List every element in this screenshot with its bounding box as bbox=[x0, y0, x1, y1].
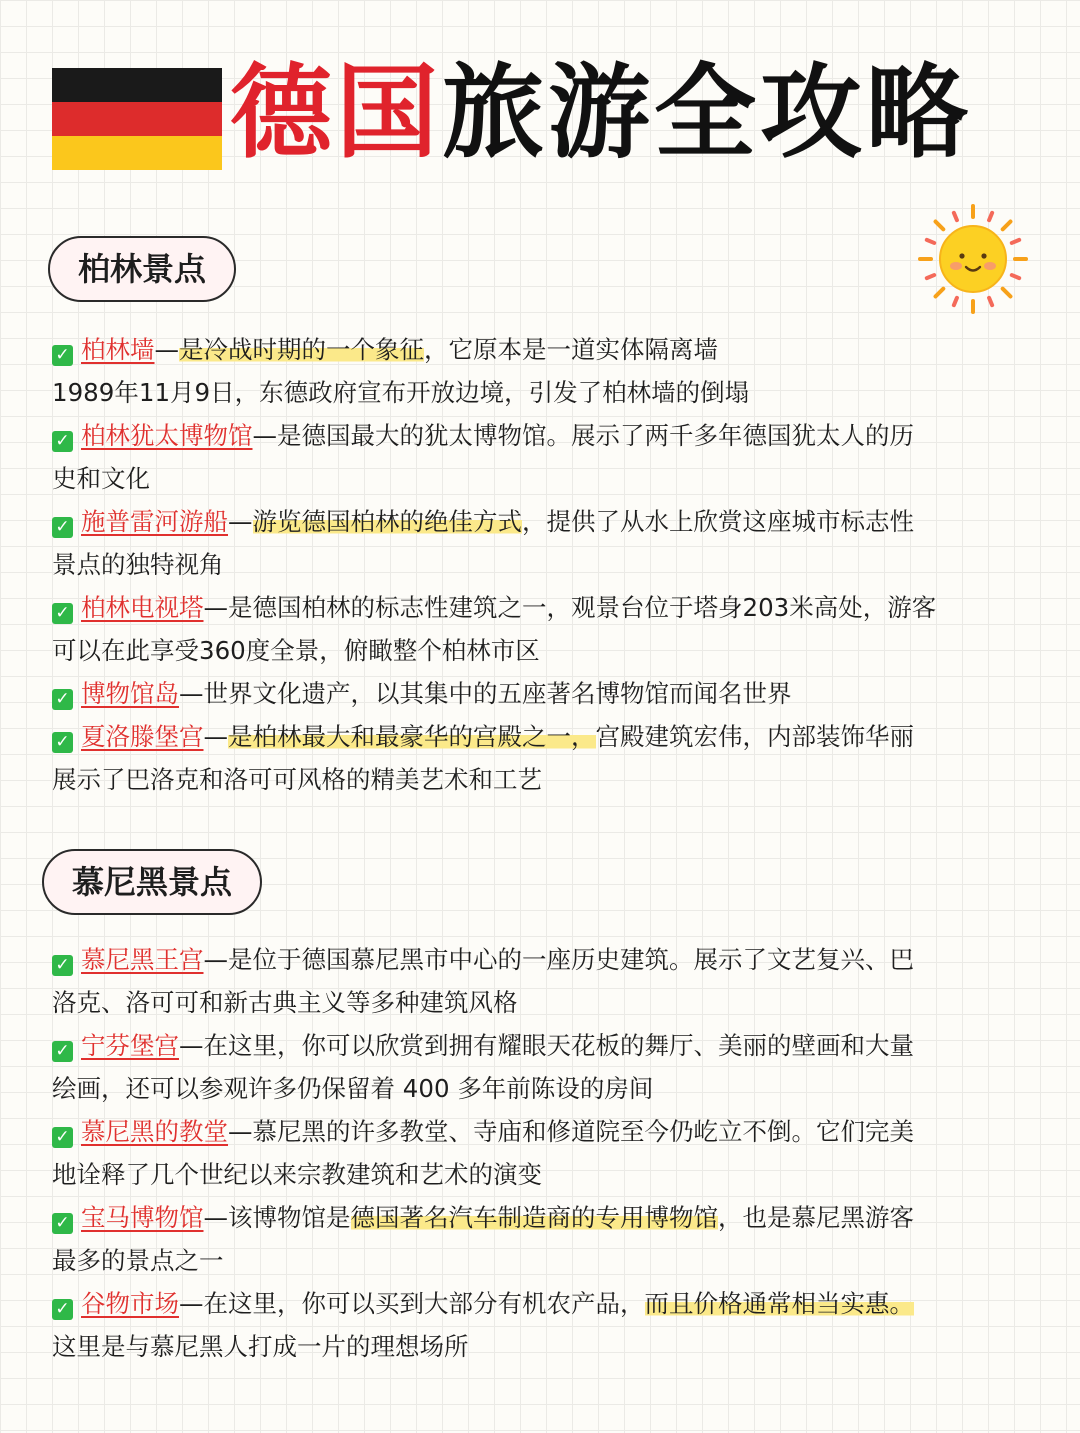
description-text: 洛克、洛可可和新古典主义等多种建筑风格 bbox=[52, 988, 518, 1017]
list-item-line bbox=[52, 758, 1042, 801]
list-item-line bbox=[52, 1196, 1042, 1239]
description-text: 慕尼黑的许多教堂、寺庙和修道院至今仍屹立不倒。它们完美 bbox=[252, 1117, 914, 1146]
list-item-line bbox=[52, 371, 1042, 414]
description-text: 史和文化 bbox=[52, 464, 150, 493]
check-icon: ✓ bbox=[52, 603, 73, 624]
section-title-munich: 慕尼黑景点 bbox=[42, 849, 262, 915]
list-item-line bbox=[52, 1067, 1042, 1110]
check-icon: ✓ bbox=[52, 517, 73, 538]
description-text: 在这里，你可以欣赏到拥有耀眼天花板的舞厅、美丽的壁画和大量 bbox=[203, 1031, 914, 1060]
list-item-line bbox=[52, 543, 1042, 586]
attraction-name: 夏洛滕堡宫 bbox=[81, 722, 204, 751]
separator: — bbox=[228, 1117, 253, 1146]
german-flag-icon bbox=[52, 68, 222, 170]
list-item-line bbox=[52, 715, 1042, 758]
list-item-line bbox=[52, 586, 1042, 629]
attraction-name: 宁芬堡宫 bbox=[81, 1031, 179, 1060]
description-text: 这里是与慕尼黑人打成一片的理想场所 bbox=[52, 1332, 469, 1361]
separator: — bbox=[179, 1031, 204, 1060]
highlighted-text: 是柏林最大和最豪华的宫殿之一， bbox=[228, 722, 596, 751]
separator: — bbox=[179, 679, 204, 708]
list-item-line bbox=[52, 672, 1042, 715]
check-icon: ✓ bbox=[52, 345, 73, 366]
section-munich bbox=[52, 938, 1042, 1368]
page-title bbox=[230, 54, 972, 174]
check-icon: ✓ bbox=[52, 1041, 73, 1062]
separator: — bbox=[228, 507, 253, 536]
check-icon: ✓ bbox=[52, 689, 73, 710]
separator: — bbox=[203, 722, 228, 751]
description-text: 1989年11月9日，东德政府宣布开放边境，引发了柏林墙的倒塌 bbox=[52, 378, 750, 407]
section-berlin bbox=[52, 328, 1042, 801]
list-item-line bbox=[52, 1325, 1042, 1368]
highlighted-text: 而且价格通常相当实惠。 bbox=[644, 1289, 914, 1318]
description-text: 绘画，还可以参观许多仍保留着 400 多年前陈设的房间 bbox=[52, 1074, 654, 1103]
attraction-name: 柏林墙 bbox=[81, 335, 155, 364]
attraction-name: 柏林电视塔 bbox=[81, 593, 204, 622]
highlighted-text: 是冷战时期的一个象征 bbox=[179, 335, 424, 364]
description-text: 是位于德国慕尼黑市中心的一座历史建筑。展示了文艺复兴、巴 bbox=[228, 945, 914, 974]
section-title-berlin: 柏林景点 bbox=[48, 236, 236, 302]
list-item-line bbox=[52, 629, 1042, 672]
list-item-line bbox=[52, 981, 1042, 1024]
highlighted-text: 游览德国柏林的绝佳方式 bbox=[252, 507, 522, 536]
list-item-line bbox=[52, 1153, 1042, 1196]
check-icon: ✓ bbox=[52, 1213, 73, 1234]
list-item-line bbox=[52, 1282, 1042, 1325]
description-text: 宫殿建筑宏伟，内部装饰华丽 bbox=[595, 722, 914, 751]
separator: — bbox=[203, 1203, 228, 1232]
description-text: 世界文化遗产，以其集中的五座著名博物馆而闻名世界 bbox=[203, 679, 792, 708]
attraction-name: 柏林犹太博物馆 bbox=[81, 421, 253, 450]
check-icon: ✓ bbox=[52, 1299, 73, 1320]
list-item-line bbox=[52, 457, 1042, 500]
sun-icon bbox=[918, 204, 1028, 314]
highlighted-text: 德国著名汽车制造商的专用博物馆 bbox=[350, 1203, 718, 1232]
list-item-line bbox=[52, 328, 1042, 371]
separator: — bbox=[154, 335, 179, 364]
attraction-name: 谷物市场 bbox=[81, 1289, 179, 1318]
separator: — bbox=[203, 945, 228, 974]
description-text: 是德国柏林的标志性建筑之一，观景台位于塔身203米高处，游客 bbox=[228, 593, 937, 622]
description-text: 地诠释了几个世纪以来宗教建筑和艺术的演变 bbox=[52, 1160, 542, 1189]
description-text: 可以在此享受360度全景，俯瞰整个柏林市区 bbox=[52, 636, 540, 665]
list-item-line bbox=[52, 414, 1042, 457]
attraction-name: 宝马博物馆 bbox=[81, 1203, 204, 1232]
description-text: 在这里，你可以买到大部分有机农产品， bbox=[203, 1289, 645, 1318]
list-item-line bbox=[52, 938, 1042, 981]
description-text: 最多的景点之一 bbox=[52, 1246, 224, 1275]
list-item-line bbox=[52, 1024, 1042, 1067]
check-icon: ✓ bbox=[52, 955, 73, 976]
check-icon: ✓ bbox=[52, 1127, 73, 1148]
attraction-name: 施普雷河游船 bbox=[81, 507, 228, 536]
list-item-line bbox=[52, 500, 1042, 543]
list-item-line bbox=[52, 1110, 1042, 1153]
description-text: 展示了巴洛克和洛可可风格的精美艺术和工艺 bbox=[52, 765, 542, 794]
check-icon: ✓ bbox=[52, 732, 73, 753]
attraction-name: 博物馆岛 bbox=[81, 679, 179, 708]
title-black: 旅游全攻略 bbox=[442, 54, 972, 173]
description-text: ，它原本是一道实体隔离墙 bbox=[424, 335, 718, 364]
check-icon: ✓ bbox=[52, 431, 73, 452]
separator: — bbox=[179, 1289, 204, 1318]
list-item-line bbox=[52, 1239, 1042, 1282]
description-text: 是德国最大的犹太博物馆。展示了两千多年德国犹太人的历 bbox=[277, 421, 914, 450]
separator: — bbox=[252, 421, 277, 450]
title-red: 德国 bbox=[230, 54, 442, 173]
description-text: 该博物馆是 bbox=[228, 1203, 351, 1232]
attraction-name: 慕尼黑王宫 bbox=[81, 945, 204, 974]
description-text: ，也是慕尼黑游客 bbox=[718, 1203, 914, 1232]
attraction-name: 慕尼黑的教堂 bbox=[81, 1117, 228, 1146]
separator: — bbox=[203, 593, 228, 622]
description-text: 景点的独特视角 bbox=[52, 550, 224, 579]
description-text: ，提供了从水上欣赏这座城市标志性 bbox=[522, 507, 914, 536]
